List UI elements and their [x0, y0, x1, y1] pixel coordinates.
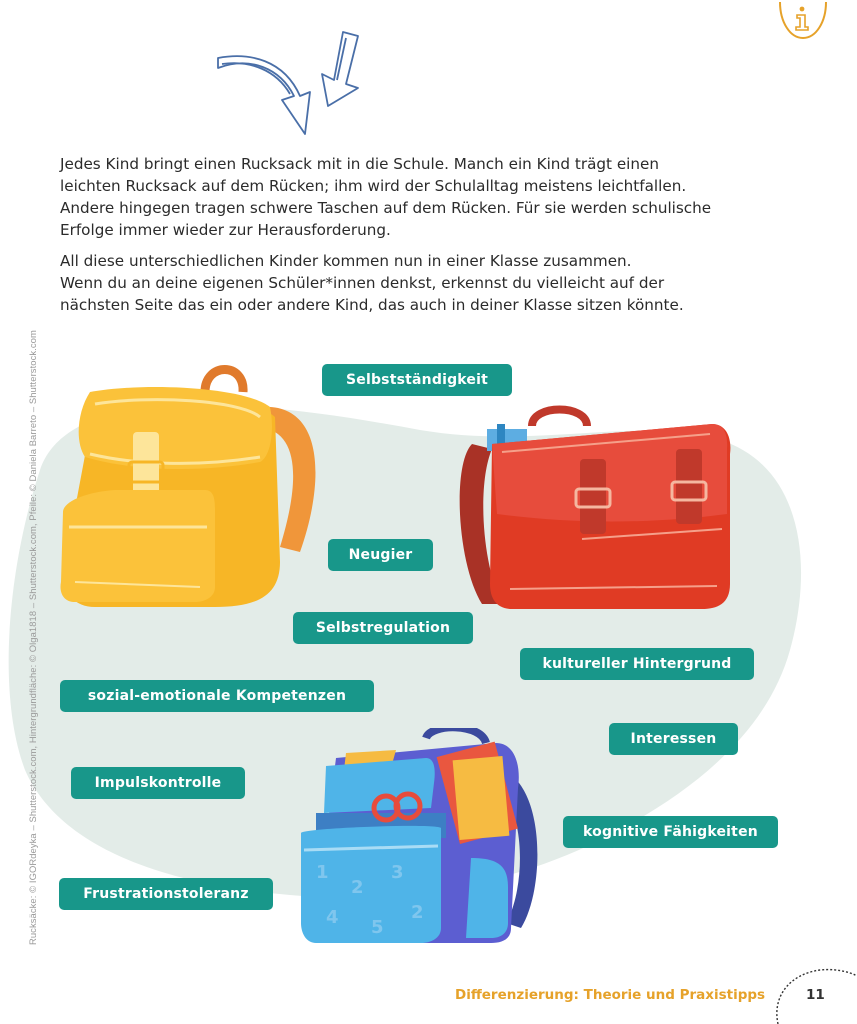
svg-text:4: 4 [326, 907, 339, 928]
footer-title: Differenzierung: Theorie und Praxistipps [455, 987, 766, 1003]
hand-drawn-arrow-icon [210, 30, 370, 142]
svg-text:1: 1 [316, 862, 329, 883]
image-credit: Rucksäcke: © IGORdeyka – Shutterstock.com, Hintergrundfläche: © Olga1818 – Shutterstock.com, Pfeile: © Daniela Barreto – Shutterstock.com [27, 330, 38, 945]
tag-neugier: Neugier [328, 539, 433, 571]
page-number: 11 [806, 987, 825, 1003]
intro-text [60, 153, 780, 325]
svg-text:2: 2 [411, 902, 424, 923]
info-icon [776, 0, 830, 40]
svg-text:5: 5 [371, 917, 384, 938]
svg-text:2: 2 [351, 877, 364, 898]
tag-impulskontrolle: Impulskontrolle [71, 767, 245, 799]
svg-text:3: 3 [391, 862, 404, 883]
tag-frustrationstoleranz: Frustrationstoleranz [59, 878, 273, 910]
tag-selbststaendigkeit: Selbstständigkeit [322, 364, 512, 396]
red-satchel-image [452, 404, 734, 612]
intro-paragraph-2: All diese unterschiedlichen Kinder kommen nun in einer Klasse zusammen. Wenn du an deine eigenen Schüler*innen denkst, erkennst du vielleicht auf der nächsten Seite das ein oder andere Kind, das auch in deiner Klasse sitzen könnte. [60, 252, 684, 314]
tag-kultureller-hintergrund: kultureller Hintergrund [520, 648, 754, 680]
tag-selbstregulation: Selbstregulation [293, 612, 473, 644]
intro-paragraph-1: Jedes Kind bringt einen Rucksack mit in die Schule. Manch ein Kind trägt einen leichten Rucksack auf dem Rücken; ihm wird der Schulalltag meistens leichtfallen. Andere hingegen tragen schwere Taschen auf dem Rücken. Für sie werden schulische Erfolge immer wieder zur Herausforderung. [60, 155, 712, 239]
tag-kognitive-faehigkeiten: kognitive Fähigkeiten [563, 816, 778, 848]
tag-interessen: Interessen [609, 723, 738, 755]
tag-sozial-emotionale-kompetenzen: sozial-emotionale Kompetenzen [60, 680, 374, 712]
blue-backpack-image [296, 728, 542, 946]
yellow-backpack-image [55, 362, 320, 612]
